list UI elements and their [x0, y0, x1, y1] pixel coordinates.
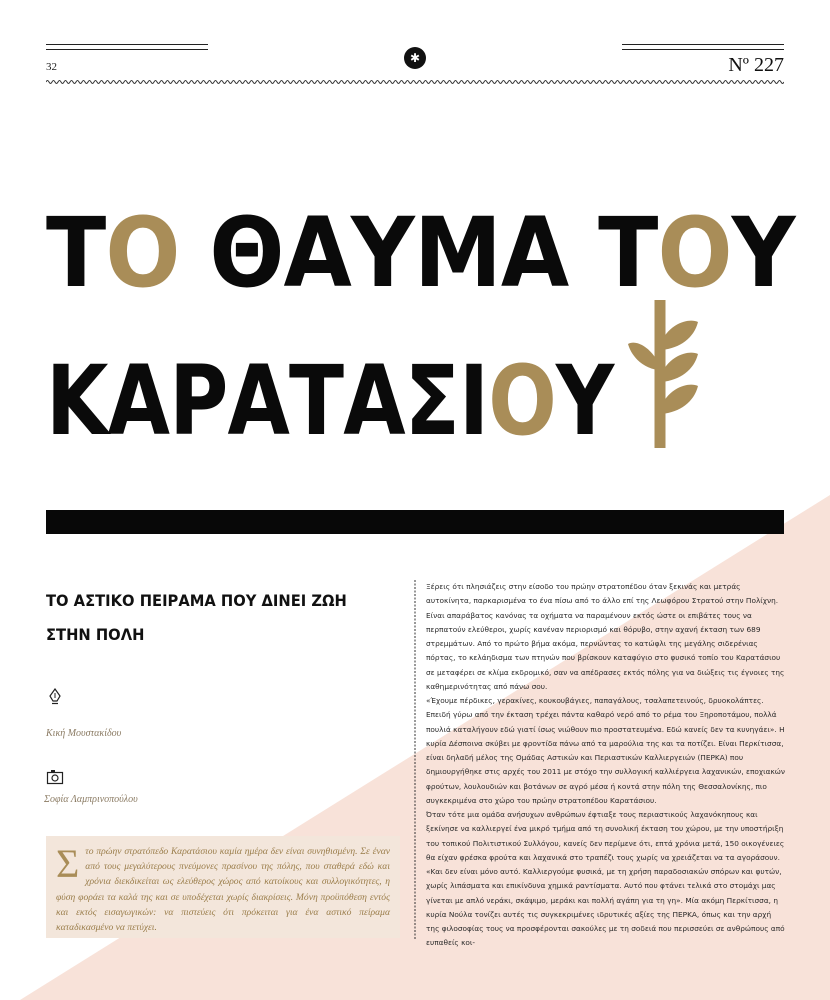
body-paragraph: Ξέρεις ότι πλησιάζεις στην είσοδο του πρώην στρατοπέδου όταν ξεκινάς και μετράς αυτοκίνητα, παρκαρισμένα το ένα πίσω από το άλλο επί της Λεωφόρου Στρατού στην Πολίχνη. Είναι απαράβατος κανόνας τα οχήματα να παραμένουν εκτός ώστε οι επιβάτες τους να περπατούν ελεύθεροι, χωρίς κανέναν περιορισμό και θόρυβο, στην αχανή έκταση των 689 στρεμμάτων. Από το πρώτο βήμα ακόμα, περνώντας το κατώφλι της μεγάλης σιδερένιας πόρτας, το κελάηδισμα των πτηνών που βρίσκουν καταφύγιο στο φυσικό τοπίο του Καρατάσιου σε μεταφέρει σε κλίμα εκδρομικό, σαν να απέδρασες εκτός πόλης για να διώξεις τις έγνοιες της καθημερινότητας από πάνω σου. [426, 582, 785, 691]
intro-text: το πρώην στρατόπεδο Καρατάσιου καμία ημέρα δεν είναι συνηθισμένη. Σε έναν από τους μεγαλύτερους πνεύμονες πρασίνου της πόλης, που σταθερά εδώ και χρόνια διεκδικείται ως ελεύθερος χώρος από κατοίκους και συλλογικότητες, η φύση φοράει τα καλά της και σε υποδέχεται χωρίς διακρίσεις. Μόνη προϋπόθεση εντός και εκτός εισαγωγικών: να πιστεύεις ότι πρόκειται για ένα αστικό πείραμα καταδικασμένο να πετύχει. [56, 846, 390, 934]
headline-gold-letter: Ο [657, 197, 732, 309]
asterisk-badge-icon: ✱ [404, 47, 426, 69]
photographer-name: Σοφία Λαμπρινοπούλου [44, 794, 138, 805]
body-paragraph: «Έχουμε πέρδικες, γερακίνες, κουκουβάγιες, παπαγάλους, τσαλαπετεινούς, δρυοκολάπτες. Επειδή γύρω από την έκταση τρέχει πάντα καθαρό νερό από το ρέμα του Ξηροποτάμου, πολλά πουλιά καταλήγουν εδώ γιατί ίσως νιώθουν πιο προστατευμένα. Εδώ κανείς δεν τα κυνηγάει». Η κυρία Δέσποινα σκύβει με φροντίδα πάνω από τα μαρούλια της και τα ποτίζει. Είναι Περκίτισσα, είναι δηλαδή μέλος της Ομάδας Αστικών και Περιαστικών Καλλιεργειών (ΠΕΡΚΑ) που δημιουργήθηκε στις αρχές του 2011 με στόχο την συλλογική καλλιέργεια λαχανικών, εποχιακών φρούτων, λουλουδιών και βοτάνων σε αγρό μέσα ή κοντά στην πόλη της Θεσσαλονίκης, πιο συγκεκριμένα στο χώρο του πρώην στρατοπέδου Καρατάσιου. [426, 696, 786, 805]
column-wavy-separator [414, 580, 416, 940]
article-body [426, 580, 786, 951]
issue-number: Nº 227 [728, 54, 784, 76]
intro-dropcap: Σ [56, 841, 80, 886]
headline-gold-letter: Ο [105, 197, 180, 309]
camera-icon [46, 768, 64, 786]
header-rule-right [622, 44, 784, 50]
writer-name: Κική Μουστακίδου [46, 728, 122, 739]
article-subtitle: ΤΟ ΑΣΤΙΚΟ ΠΕΙΡΑΜΑ ΠΟΥ ΔΙΝΕΙ ΖΩΗ ΣΤΗΝ ΠΟΛΗ [46, 591, 347, 644]
headline-text: ΚΑΡΑΤΑΣΙ [46, 345, 489, 457]
intro-box [46, 836, 400, 938]
headline-gold-letter: Ο [488, 345, 556, 457]
header-wavy-rule [46, 78, 784, 86]
headline-text: Υ [731, 197, 795, 309]
headline-text: Υ [555, 345, 614, 457]
body-paragraph: Όταν τότε μια ομάδα ανήσυχων ανθρώπων έφτιαξε τους περιαστικούς λαχανόκηπους και ξεκίνησε να καλλιεργεί ένα μικρό τμήμα από τη συνολική έκταση του χώρου, με την υποστήριξη του τοπικού Πολιτιστικού Συλλόγου, κανείς δεν περίμενε ότι, επτά χρόνια μετά, 150 οικογένειες θα είχαν φρέσκα φρούτα και λαχανικά στο τραπέζι τους χωρίς να χρειάζεται να τα αγοράσουν. «Και δεν είναι μόνο αυτό. Καλλιεργούμε φυσικά, με τη χρήση παραδοσιακών σπόρων και φυτών, χωρίς λιπάσματα και επικίνδυνα χημικά ραντίσματα. Αυτό που φτάνει τελικά στο στομάχι μας γίνεται με απλό νεράκι, σκάψιμο, μεράκι και πολλή αγάπη για τη γη». Μία ακόμη Περκίτισσα, η κυρία Νούλα τονίζει αυτές τις συγκεκριμένες ιδρυτικές αξίες της ΠΕΡΚΑ, όπως και την αρχή της φιλοσοφίας τους να προσφέρονται σακούλες με τη σοδειά που περισσεύει σε ανθρώπους από ευπαθείς κοι- [426, 810, 785, 948]
headline-line-1 [46, 197, 795, 309]
headline-text: Τ [46, 197, 106, 309]
pen-nib-icon [46, 688, 64, 706]
headline-text: ΘΑΥΜΑ Τ [179, 197, 658, 309]
headline-underline-bar [46, 510, 784, 534]
header-rule-left [46, 44, 208, 50]
headline-line-2 [46, 345, 614, 457]
page-number: 32 [46, 61, 57, 73]
